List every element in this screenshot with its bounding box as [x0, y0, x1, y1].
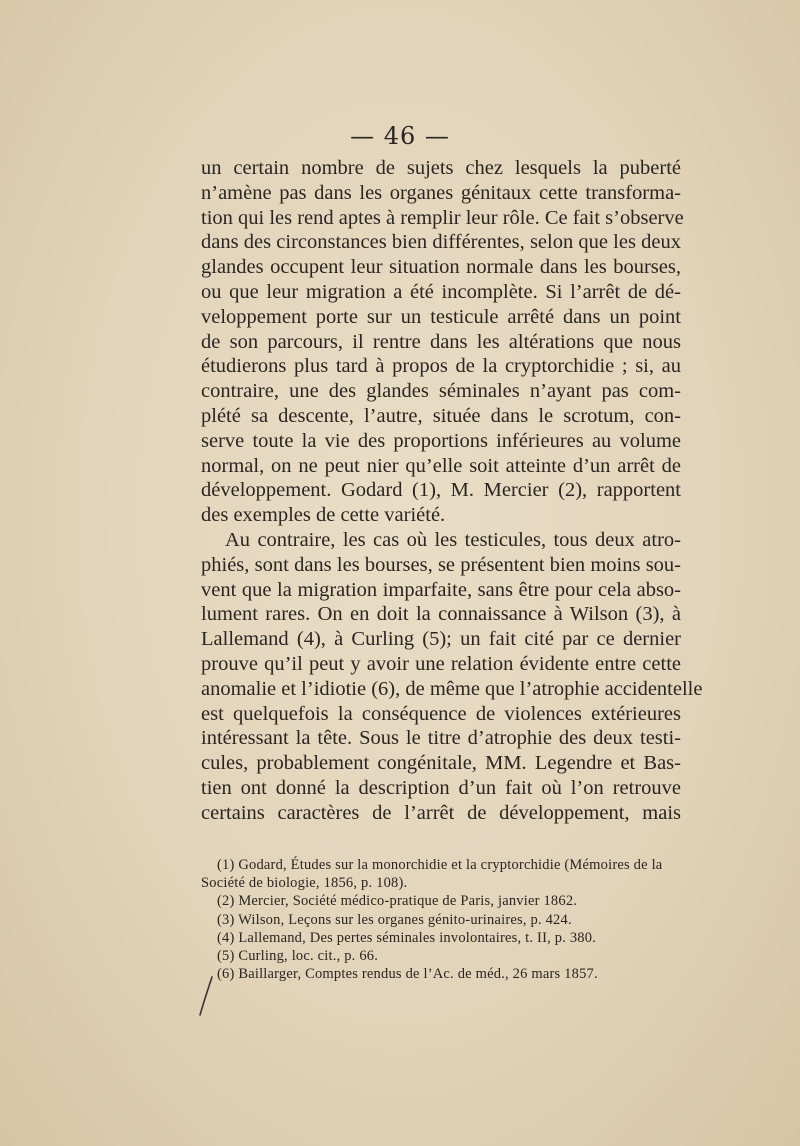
body-line: veloppement porte sur un testicule arrêté dans un point [201, 305, 681, 328]
body-line: anomalie et l’idiotie (6), de même que l’atrophie accidentelle [201, 677, 703, 700]
body-line: dans des circonstances bien différentes, selon que les deux [201, 231, 681, 254]
body-line: prouve qu’il peut y avoir une relation évidente entre cette [201, 652, 681, 675]
paragraph-start-line: Au contraire, les cas où les testicules, tous deux atro- [225, 528, 681, 551]
footnotes [201, 856, 685, 983]
body-line: vent que la migration imparfaite, sans être pour cela abso- [201, 578, 681, 601]
footnote-line: (4) Lallemand, Des pertes séminales involontaires, t. II, p. 380. [217, 929, 597, 946]
footnote-line: (6) Baillarger, Comptes rendus de l’Ac. de méd., 26 mars 1857. [217, 966, 598, 983]
body-line: phiés, sont dans les bourses, se présentent bien moins sou- [201, 553, 681, 576]
body-line: de son parcours, il rentre dans les altérations que nous [201, 330, 681, 353]
body-line: tion qui les rend aptes à remplir leur rôle. Ce fait s’observe [201, 206, 684, 229]
body-text [201, 156, 703, 826]
body-line: serve toute la vie des proportions inférieures au volume [201, 429, 681, 452]
body-line: étudierons plus tard à propos de la cryptorchidie ; si, au [201, 355, 681, 378]
page-number: — 46 — [350, 122, 450, 150]
body-line: des exemples de cette variété. [201, 504, 446, 527]
body-line: n’amène pas dans les organes génitaux cette transforma- [201, 181, 681, 204]
footnote-line: (3) Wilson, Leçons sur les organes génito-urinaires, p. 424. [217, 911, 572, 928]
body-line: normal, on ne peut nier qu’elle soit atteinte d’un arrêt de [201, 454, 681, 477]
body-line: est quelquefois la conséquence de violences extérieures [201, 702, 681, 725]
footnote-line: (5) Curling, loc. cit., p. 66. [217, 947, 379, 964]
body-line: tien ont donné la description d’un fait où l’on retrouve [201, 776, 681, 799]
body-line: certains caractères de l’arrêt de développement, mais [201, 801, 681, 824]
body-line: ou que leur migration a été incomplète. Si l’arrêt de dé- [201, 280, 681, 303]
footnote-line: Société de biologie, 1856, p. 108). [201, 875, 408, 892]
body-line: cules, probablement congénitale, MM. Legendre et Bas- [201, 752, 681, 775]
footnote-line: (1) Godard, Études sur la monorchidie et la cryptorchidie (Mémoires de la [217, 857, 663, 873]
body-line: Lallemand (4), à Curling (5); un fait cité par ce dernier [201, 628, 681, 651]
body-line: contraire, une des glandes séminales n’ayant pas com- [201, 380, 681, 403]
footnote-line: (2) Mercier, Société médico-pratique de Paris, janvier 1862. [217, 893, 578, 910]
body-line: développement. Godard (1), M. Mercier (2), rapportent [201, 479, 681, 502]
pencil-mark [196, 975, 218, 1019]
body-line: glandes occupent leur situation normale dans les bourses, [201, 256, 681, 279]
body-line: lument rares. On en doit la connaissance à Wilson (3), à [201, 603, 681, 626]
body-line: plété sa descente, l’autre, située dans le scrotum, con- [201, 404, 681, 427]
body-line: intéressant la tête. Sous le titre d’atrophie des deux testi- [201, 727, 681, 750]
body-line: un certain nombre de sujets chez lesquels la puberté [201, 157, 681, 179]
